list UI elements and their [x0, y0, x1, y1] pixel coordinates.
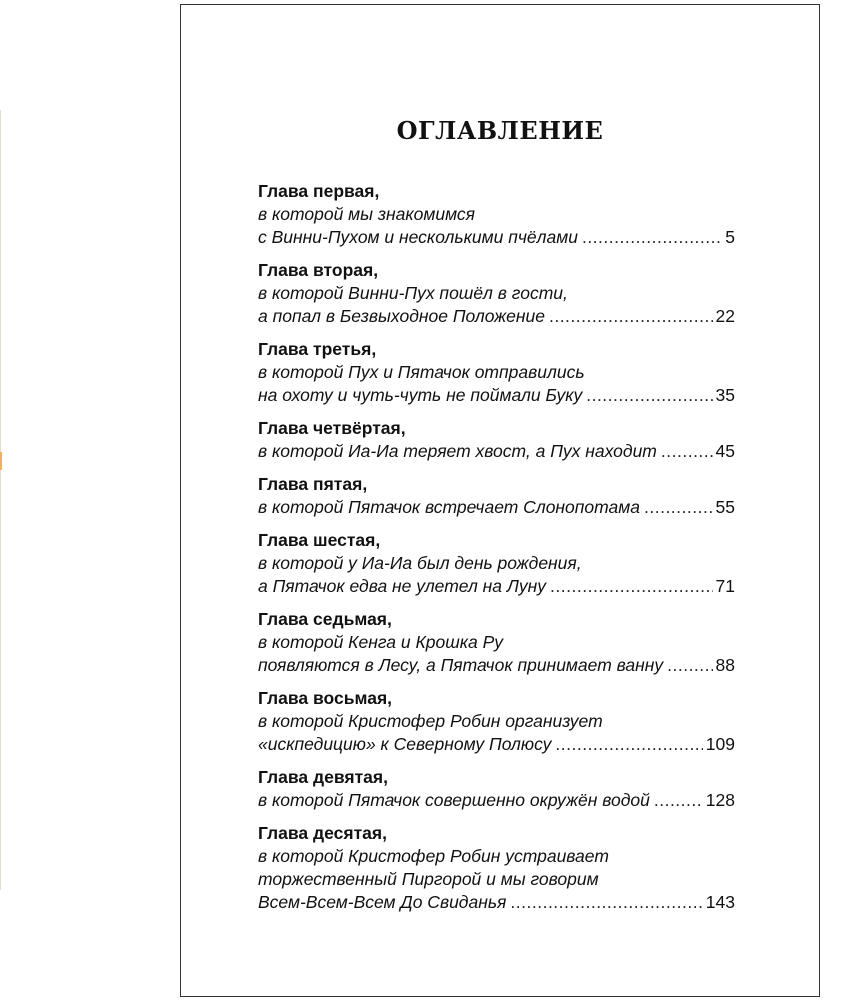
chapter-description-line: «искпедицию» к Северному Полюсу: [258, 734, 552, 754]
page-number: 71: [715, 576, 735, 596]
dot-leader: [582, 226, 722, 249]
page-number: 128: [705, 790, 735, 810]
dot-leader: [555, 733, 702, 756]
table-of-contents: [258, 180, 735, 924]
dot-leader: [667, 654, 712, 677]
chapter-description-line: в которой мы знакомимся: [258, 204, 476, 224]
chapter-description-line: в которой Иа-Иа теряет хвост, а Пух находит: [258, 441, 657, 461]
chapter-page-line: [258, 305, 735, 328]
toc-entry: [258, 529, 735, 598]
page-title: ОГЛАВЛЕНИЕ: [396, 116, 604, 145]
chapter-description-line: в которой Кенга и Крошка Ру: [258, 632, 504, 652]
chapter-title: Глава восьмая,: [258, 688, 393, 708]
page-number: 35: [715, 385, 735, 405]
dot-leader: [654, 789, 703, 812]
toc-entry: [258, 417, 735, 463]
book-page: [180, 4, 820, 997]
toc-entry: [258, 822, 735, 914]
page-number: 88: [715, 655, 735, 675]
chapter-description-line: в которой у Иа-Иа был день рождения,: [258, 553, 582, 573]
chapter-description-line: а Пятачок едва не улетел на Луну: [258, 576, 547, 596]
chapter-title: Глава четвёртая,: [258, 418, 406, 438]
dot-leader: [586, 384, 712, 407]
chapter-page-line: [258, 575, 735, 598]
chapter-description-line: в которой Пятачок встречает Слонопотама: [258, 497, 640, 517]
toc-entry: [258, 687, 735, 756]
chapter-page-line: [258, 891, 735, 914]
adjacent-page-mark: [0, 452, 2, 470]
toc-entry: [258, 338, 735, 407]
chapter-title: Глава вторая,: [258, 260, 379, 280]
chapter-description-line: а попал в Безвыходное Положение: [258, 306, 545, 326]
chapter-title: Глава девятая,: [258, 767, 388, 787]
chapter-title: Глава десятая,: [258, 823, 387, 843]
chapter-description-line: на охоту и чуть-чуть не поймали Буку: [258, 385, 583, 405]
chapter-title: Глава третья,: [258, 339, 377, 359]
chapter-description-line: с Винни-Пухом и несколькими пчёлами: [258, 227, 578, 247]
chapter-page-line: [258, 440, 735, 463]
chapter-page-line: [258, 384, 735, 407]
chapter-title: Глава шестая,: [258, 530, 381, 550]
chapter-description-line: торжественный Пиргорой и мы говорим: [258, 869, 599, 889]
chapter-description-line: Всем-Всем-Всем До Свиданья: [258, 892, 507, 912]
chapter-description-line: в которой Кристофер Робин устраивает: [258, 846, 609, 866]
page-number: 109: [705, 734, 735, 754]
chapter-description-line: в которой Пух и Пятачок отправились: [258, 362, 585, 382]
adjacent-page-edge: [0, 110, 1, 890]
toc-entry: [258, 180, 735, 249]
page-number: 5: [725, 227, 735, 247]
chapter-page-line: [258, 789, 735, 812]
toc-entry: [258, 766, 735, 812]
dot-leader: [644, 496, 713, 519]
chapter-page-line: [258, 654, 735, 677]
chapter-description-line: в которой Кристофер Робин организует: [258, 711, 603, 731]
dot-leader: [510, 891, 702, 914]
chapter-title: Глава первая,: [258, 181, 380, 201]
chapter-page-line: [258, 733, 735, 756]
dot-leader: [550, 575, 712, 598]
chapter-page-line: [258, 496, 735, 519]
dot-leader: [549, 305, 713, 328]
toc-entry: [258, 259, 735, 328]
dot-leader: [661, 440, 713, 463]
toc-entry: [258, 473, 735, 519]
page-number: 22: [715, 306, 735, 326]
chapter-page-line: [258, 226, 735, 249]
toc-entry: [258, 608, 735, 677]
page-number: 55: [715, 497, 735, 517]
chapter-description-line: в которой Винни-Пух пошёл в гости,: [258, 283, 568, 303]
chapter-description-line: появляются в Лесу, а Пятачок принимает ванну: [258, 655, 664, 675]
chapter-description-line: в которой Пятачок совершенно окружён водой: [258, 790, 650, 810]
chapter-title: Глава седьмая,: [258, 609, 392, 629]
page-number: 45: [715, 441, 735, 461]
page-number: 143: [705, 892, 735, 912]
chapter-title: Глава пятая,: [258, 474, 368, 494]
